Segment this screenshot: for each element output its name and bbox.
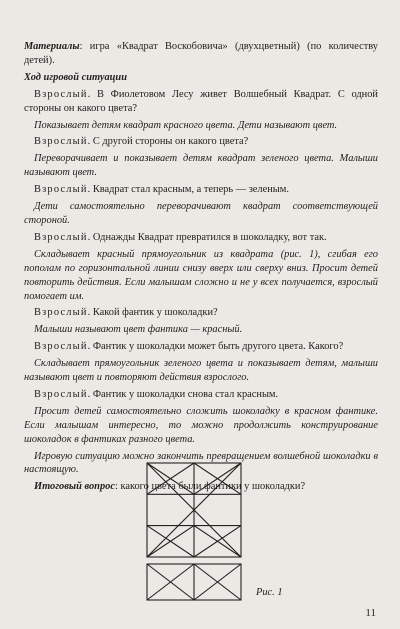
instruction-line [24, 152, 378, 180]
speaker-label: Взрослый [34, 231, 88, 243]
speaker-label: Взрослый [34, 388, 88, 400]
paragraph-text: . Фантик у шоколадки снова стал красным. [87, 388, 279, 400]
paragraph-text: Складывает красный прямоугольник из квадрата (рис. 1), сгибая его пополам по горизонтальной линии снизу вверх или сверху вниз. Просит детей повторить действия. Если малышам сложно и не у всех получается, взрослый помогает им. [24, 248, 378, 302]
figure-square-diagram [146, 462, 242, 602]
paragraph-text: . Какой фантик у шоколадки? [87, 307, 218, 319]
adult-line [24, 340, 378, 354]
paragraph-text: Переворачивает и показывает детям квадрат зеленого цвета. Малыши называют цвет. [24, 153, 378, 179]
adult-line [24, 88, 378, 116]
final-question-text: : какого цвета были фантики у шоколадки? [114, 481, 306, 493]
instruction-line [24, 248, 378, 304]
speaker-label: Взрослый [34, 307, 88, 319]
paragraph-text: Игровую ситуацию можно закончить превращением волшебной шоколадки в настоящую. [24, 450, 378, 476]
instruction-line [24, 405, 378, 447]
page-text [24, 40, 378, 497]
instruction-line [24, 119, 378, 133]
paragraph-text: Просит детей самостоятельно сложить шоколадку в красном фантике. Если малышам интересно, то можно продолжить конструирование шоколадок в фантиках разного цвета. [24, 405, 378, 445]
paragraph-text: Малыши называют цвет фантика — красный. [34, 324, 243, 336]
final-question-label: Итоговый вопрос [34, 481, 115, 493]
speaker-label: Взрослый [34, 136, 88, 148]
paragraph-text: . Однажды Квадрат превратился в шоколадку, вот так. [87, 231, 327, 243]
paragraph-text: . Фантик у шоколадки может быть другого цвета. Какого? [87, 341, 344, 353]
materials-text: : игра «Квадрат Воскобовича» (двухцветный) (по количеству детей). [24, 41, 378, 66]
paragraph-text: Дети самостоятельно переворачивают квадрат соответствующей стороной. [24, 201, 378, 226]
speaker-label: Взрослый [34, 341, 88, 353]
page-number: 11 [365, 607, 376, 619]
paragraph-text: . В Фиолетовом Лесу живет Волшебный Квадрат. С одной стороны он какого цвета? [24, 88, 378, 114]
speaker-label: Взрослый [34, 184, 88, 196]
adult-line [24, 231, 378, 245]
adult-line [24, 388, 378, 402]
paragraph-text: Показывает детям квадрат красного цвета. Дети называют цвет. [34, 119, 338, 131]
paragraph-text: Складывает прямоугольник зеленого цвета и показывает детям, малыши называют цвет и повторяют действия взрослого. [24, 358, 378, 384]
instruction-line [24, 357, 378, 385]
materials-line [24, 40, 378, 68]
instruction-line [24, 323, 378, 337]
adult-line [24, 183, 378, 197]
paragraph-text: . Квадрат стал красным, а теперь — зеленым. [87, 184, 289, 196]
instruction-line [24, 200, 378, 228]
figure-caption: Рис. 1 [256, 587, 283, 598]
dialogue [24, 88, 378, 478]
paragraph-text: . С другой стороны он какого цвета? [87, 136, 249, 148]
materials-label: Материалы [24, 41, 80, 52]
adult-line [24, 306, 378, 320]
adult-line [24, 135, 378, 149]
section-heading: Ход игровой ситуации [24, 71, 127, 83]
speaker-label: Взрослый [34, 88, 88, 100]
